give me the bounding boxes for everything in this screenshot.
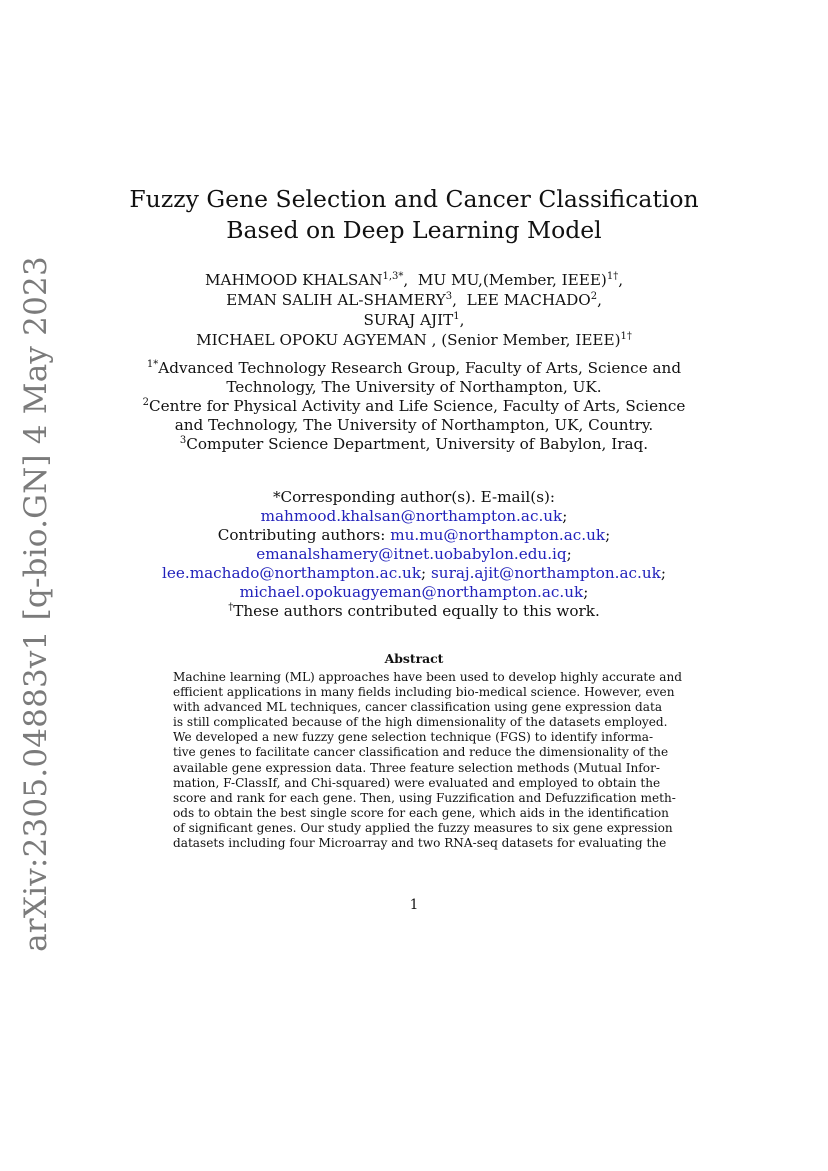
arxiv-identifier-stamp: arXiv:2305.04883v1 [q-bio.GN] 4 May 2023 [18,256,54,952]
page-number: 1 [409,897,419,913]
author-affiliation-mark: 2 [590,291,598,302]
email-link[interactable]: suraj.ajit@northampton.ac.uk [431,564,661,582]
author-name: SURAJ AJIT [363,311,454,329]
author-affiliation-mark: 1† [620,331,632,342]
contact-line: lee.machado@northampton.ac.uk; suraj.ajit@northampton.ac.uk; [162,564,666,582]
author-line-4 [0,330,828,350]
abstract-line: is still complicated because of the high dimensionality of the datasets employed. [173,715,668,730]
affiliation-list [0,359,828,454]
affiliation-1-line-2: Technology, The University of Northampton, UK. [226,378,602,396]
author-name: LEE MACHADO [466,291,591,309]
author-affiliation-mark: 1,3* [382,271,404,282]
affiliation-mark: 1* [146,359,159,370]
abstract-line: efficient applications in many fields including bio-medical science. However, even [173,685,675,700]
author-list [0,270,828,350]
author-line-2: EMAN SALIH AL-SHAMERY$^3$, LEE MACHADO$^2$, [226,291,602,309]
contributing-label: Contributing authors: [217,526,386,544]
affiliation-text: Advanced Technology Research Group, Faculty of Arts, Science and [158,359,682,377]
abstract-heading: Abstract [384,651,444,666]
affiliation-2-line-2: and Technology, The University of Northampton, UK, Country. [174,416,654,434]
author-line-1: MAHMOOD $KHALSAN^{1,3*}$, MU MU,(Member, IEEE)$^{1\dagger}$, [204,271,624,289]
affiliation-1-line-1 [0,359,828,378]
affiliation-mark: 3 [179,435,187,446]
contact-block [0,488,828,621]
abstract-line: Machine learning (ML) approaches have been used to develop highly accurate and [173,670,683,684]
paper-title [0,184,828,246]
author-name: MICHAEL OPOKU AGYEMAN , (Senior Member, IEEE) [196,331,621,349]
equal-contribution-note [0,602,828,621]
author-name: EMAN SALIH AL-SHAMERY [226,291,446,309]
abstract-line: tive genes to facilitate cancer classification and reduce the dimensionality of the [173,745,669,760]
title-line-1: Fuzzy Gene Selection and Cancer Classification [129,185,699,213]
abstract-line: ods to obtain the best single score for each gene, which aids in the identification [173,805,669,820]
affiliation-mark: 2 [142,397,149,408]
abstract-line: with advanced ML techniques, cancer classification using gene expression data [173,700,663,715]
abstract-line: We developed a new fuzzy gene selection technique (FGS) to identify informa- [173,730,654,745]
title-line-2: Based on Deep Learning Model [226,216,602,244]
author-name: MU MU,(Member, IEEE) [417,271,607,289]
affiliation-3-line-1 [0,435,828,454]
dagger-mark: † [228,602,234,613]
affiliation-text: Computer Science Department, University of Babylon, Iraq. [186,435,649,453]
affiliation-text: Centre for Physical Activity and Life Science, Faculty of Arts, Science [149,397,686,415]
contact-line: emanalshamery@itnet.uobabylon.edu.iq; [256,545,572,563]
author-affiliation-mark: 1 [453,311,460,322]
affiliation-2-line-1 [0,397,828,416]
corresponding-label: *Corresponding author(s). E-mail(s): [272,488,556,506]
contact-line: michael.opokuagyeman@northampton.ac.uk; [239,583,589,601]
author-affiliation-mark: 3 [445,291,453,302]
abstract-line: datasets including four Microarray and two RNA-seq datasets for evaluating the [173,836,667,851]
abstract-line: mation, F-ClassIf, and Chi-squared) were evaluated and employed to obtain the [173,775,661,790]
email-link[interactable]: emanalshamery@itnet.uobabylon.edu.iq [256,545,567,563]
equal-contribution-text: These authors contributed equally to this work. [233,602,600,620]
author-affiliation-mark: 1† [606,271,619,282]
email-link[interactable]: michael.opokuagyeman@northampton.ac.uk [239,583,584,601]
abstract-line: score and rank for each gene. Then, using Fuzzification and Defuzzification meth- [173,790,676,805]
abstract-body [173,670,683,851]
contact-line: Contributing authors: mu.mu@northampton.ac.uk; [217,526,611,544]
email-link[interactable]: mu.mu@northampton.ac.uk [390,526,606,544]
abstract-line: of significant genes. Our study applied the fuzzy measures to six gene expression [173,820,673,835]
contact-line: mahmood.khalsan@northampton.ac.uk; [260,507,568,525]
email-link[interactable]: lee.machado@northampton.ac.uk [162,564,422,582]
author-name: MAHMOOD KHALSAN [204,271,383,289]
abstract-line: available gene expression data. Three feature selection methods (Mutual Infor- [173,760,660,775]
author-line-3: SURAJ AJIT$^1$, [363,311,465,329]
email-link[interactable]: mahmood.khalsan@northampton.ac.uk [260,507,563,525]
